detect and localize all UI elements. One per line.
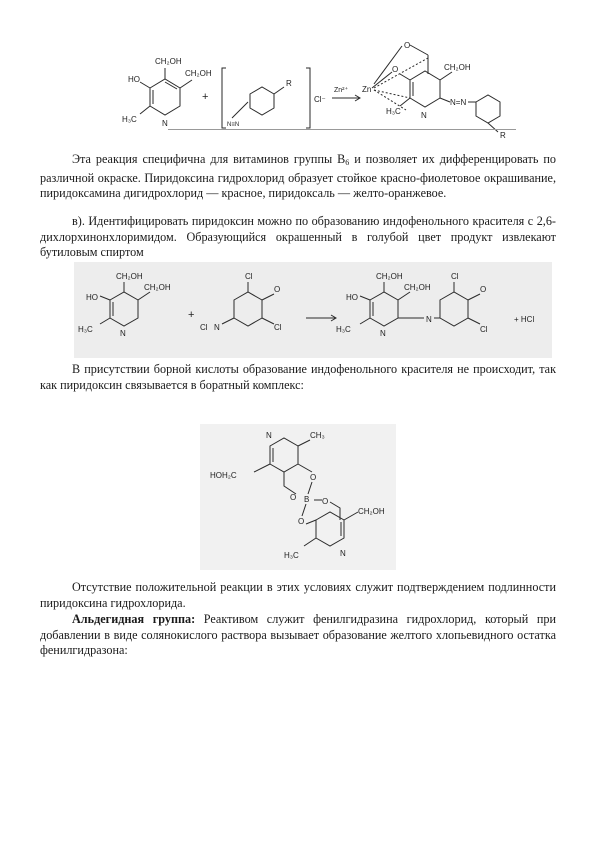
lower-pyridine-ring (316, 512, 344, 546)
hydroxy-label: HO (128, 75, 140, 84)
product-pyridine-ring (410, 71, 440, 107)
methyl-label: H₃C (122, 115, 137, 124)
product-pyridine-ring (370, 292, 398, 326)
paragraph-boric-acid: В присутствии борной кислоты образование индофенольного красителя не происходит, так как пиридоксин связывается в боратный комплекс: (40, 362, 556, 392)
imine-nitrogen-label: N (214, 323, 220, 332)
chloroimine-cl-label: Cl (200, 323, 208, 332)
product-chloro-bottom-label: Cl (480, 325, 488, 334)
product-r-label: R (500, 131, 506, 140)
chloro-top-label: Cl (245, 272, 253, 281)
bridge-oxygen-label: O (404, 41, 411, 50)
product-carbonyl-oxygen-label: O (480, 285, 487, 294)
product-methyl-label: H₃C (386, 107, 401, 116)
chloro-bottom-label: Cl (274, 323, 282, 332)
aldehyde-heading: Альдегидная группа: (72, 612, 196, 626)
carbonyl-oxygen-label: O (274, 285, 281, 294)
upper-nitrogen-label: N (266, 431, 272, 440)
zinc-reagent-label: Zn²⁺ (334, 87, 349, 94)
hydroxymethyl-top-label: CH₂OH (155, 57, 182, 66)
diazonium-label: N≡N (227, 122, 240, 128)
boron-label: B (304, 495, 310, 504)
reaction-figure-indophenol (74, 262, 552, 358)
product-ring-nitrogen-label: N (380, 329, 386, 338)
product-hydroxymethyl-right-label: CH₂OH (404, 283, 431, 292)
paragraph-authenticity: Отсутствие положительной реакции в этих условиях служит подтверждением подлинности пиридоксина гидрохлорида. (40, 580, 556, 610)
lower-methyl-label: H₃C (284, 551, 299, 560)
azo-group-label: N=N (450, 98, 467, 107)
paragraph-aldehyde-group: Альдегидная группа: Реактивом служит фенилгидразина гидрохлорид, который при добавлении в виде солянокислого раствора вызывает образование желтого хлопьевидного остатка фенилгидразона: (40, 612, 556, 658)
product-chloro-top-label: Cl (451, 272, 459, 281)
oxygen-2-label: O (290, 493, 297, 502)
product-hydroxymethyl-top-label: CH₂OH (376, 272, 403, 281)
oxygen-4-label: O (322, 497, 329, 506)
paragraph-indophenol: в). Идентифицировать пиридоксин можно по образованию индофенольного красителя с 2,6-дихлорхинонхлоримидом. Образующийся окрашенный в голубой цвет продукт извлекают бутиловым спиртом (40, 214, 556, 260)
quinone-ring (234, 292, 262, 326)
plus-sign: + (202, 91, 209, 103)
product-hydroxy-label: HO (346, 293, 358, 302)
r-substituent-label: R (286, 79, 292, 88)
plus-sign: + (188, 309, 195, 321)
hcl-label: + HCl (514, 315, 535, 324)
hydroxymethyl-right-label: CH₂OH (358, 507, 385, 516)
benzene-ring (250, 87, 274, 115)
product-benzene-ring (476, 95, 500, 123)
product-quinone-ring (440, 292, 468, 326)
ring-nitrogen-label: N (162, 119, 168, 128)
hydroxymethyl-top-label: CH₂OH (116, 272, 143, 281)
product-hydroxymethyl-label: CH₂OH (444, 63, 471, 72)
methyl-label: H₃C (78, 325, 93, 334)
lower-nitrogen-label: N (340, 549, 346, 558)
oxygen-1-label: O (310, 473, 317, 482)
product-methyl-label: H₃C (336, 325, 351, 334)
ring-nitrogen-label: N (120, 329, 126, 338)
chloride-label: Cl⁻ (314, 95, 326, 104)
borate-complex-figure (200, 424, 396, 570)
upper-pyridine-ring (270, 438, 298, 472)
hydroxymethyl-right-label: CH₂OH (144, 283, 171, 292)
upper-methyl-label: CH₃ (310, 431, 325, 440)
reaction-figure-zinc-azo (110, 30, 530, 145)
pyridine-ring (150, 79, 180, 115)
oxygen-3-label: O (298, 517, 305, 526)
product-ring-nitrogen-label: N (421, 111, 427, 120)
hydroxymethyl-left-label: HOH₂C (210, 471, 237, 480)
hydroxymethyl-right-label: CH₂OH (185, 69, 212, 78)
paragraph-b6-specificity: Эта реакция специфична для витаминов группы $В_6$ и позволяет их дифференцировать по различной окраске. Пиридоксина гидрохлорид образует стойкое красно-фиолетовое окрашивание, пиридоксамина дигидрохлорид — красное, пиридоксаль — желто-оранжевое. (40, 152, 556, 201)
pyridoxine-ring (110, 292, 138, 326)
ring-oxygen-label: O (392, 65, 399, 74)
zinc-label: Zn (362, 85, 372, 94)
hydroxy-label: HO (86, 293, 98, 302)
figure-rule (168, 129, 516, 130)
bridge-nitrogen-label: N (426, 315, 432, 324)
